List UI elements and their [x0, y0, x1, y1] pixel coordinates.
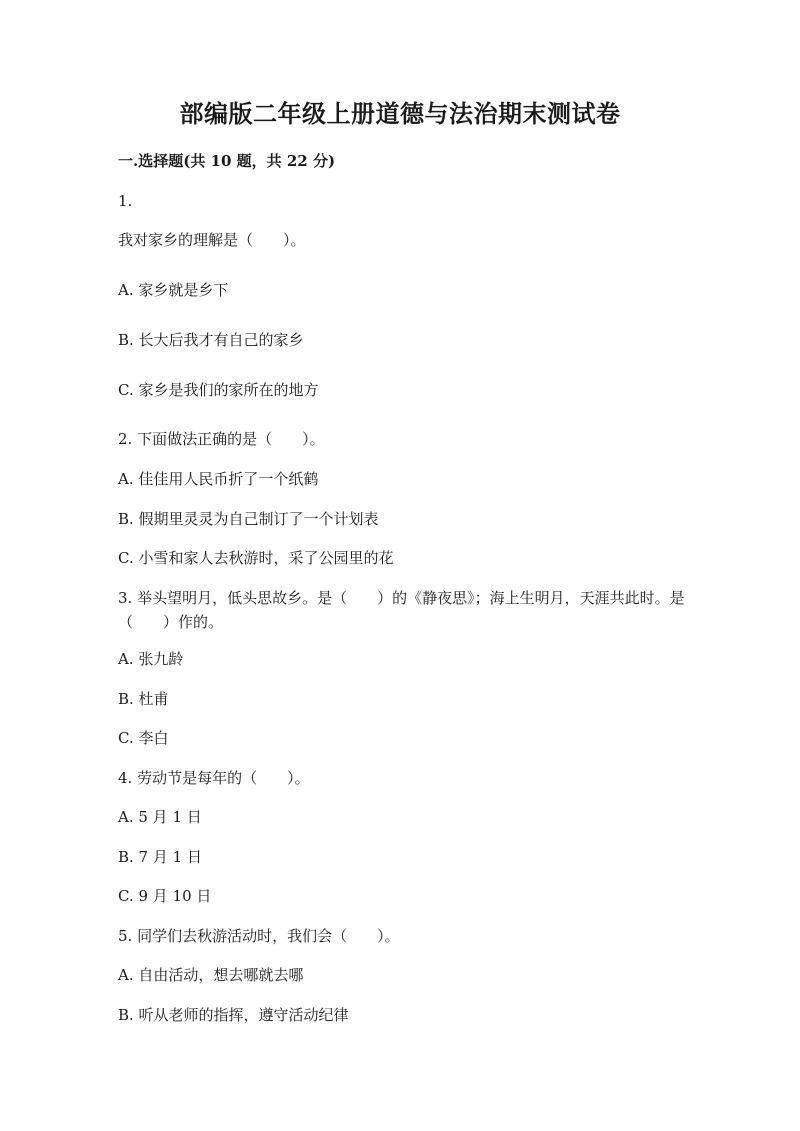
- question-3-option-c: C. 李白: [118, 729, 169, 747]
- question-5-stem: 5. 同学们去秋游活动时，我们会（ ）。: [118, 927, 400, 945]
- question-4-option-b: B. 7 月 1 日: [118, 848, 202, 866]
- question-2-option-b: B. 假期里灵灵为自己制订了一个计划表: [118, 510, 379, 528]
- question-2-option-c: C. 小雪和家人去秋游时，采了公园里的花: [118, 549, 394, 567]
- question-1-option-b: B. 长大后我才有自己的家乡: [118, 331, 304, 349]
- question-5-option-b: B. 听从老师的指挥，遵守活动纪律: [118, 1006, 349, 1024]
- question-1-stem: 我对家乡的理解是（ ）。: [118, 231, 306, 249]
- question-4-option-a: A. 5 月 1 日: [118, 808, 202, 826]
- question-1-option-c: C. 家乡是我们的家所在的地方: [118, 381, 319, 399]
- question-3-option-b: B. 杜甫: [118, 690, 169, 708]
- question-5-option-a: A. 自由活动，想去哪就去哪: [118, 966, 304, 984]
- question-4-stem: 4. 劳动节是每年的（ ）。: [118, 769, 310, 787]
- question-1-number: 1.: [118, 192, 133, 210]
- question-1-option-a: A. 家乡就是乡下: [118, 281, 229, 299]
- question-3-option-a: A. 张九龄: [118, 650, 184, 668]
- document-title: 部编版二年级上册道德与法治期末测试卷: [179, 99, 621, 128]
- question-3-stem: 3. 举头望明月，低头思故乡。是（ ）的《静夜思》；海上生明月，天涯共此时。是（ ）作的。: [118, 589, 685, 631]
- question-2-option-a: A. 佳佳用人民币折了一个纸鹤: [118, 470, 319, 488]
- question-4-option-c: C. 9 月 10 日: [118, 887, 212, 905]
- section-heading: 一.选择题(共 10 题，共 22 分): [118, 152, 336, 170]
- question-2-stem: 2. 下面做法正确的是（ ）。: [118, 430, 325, 448]
